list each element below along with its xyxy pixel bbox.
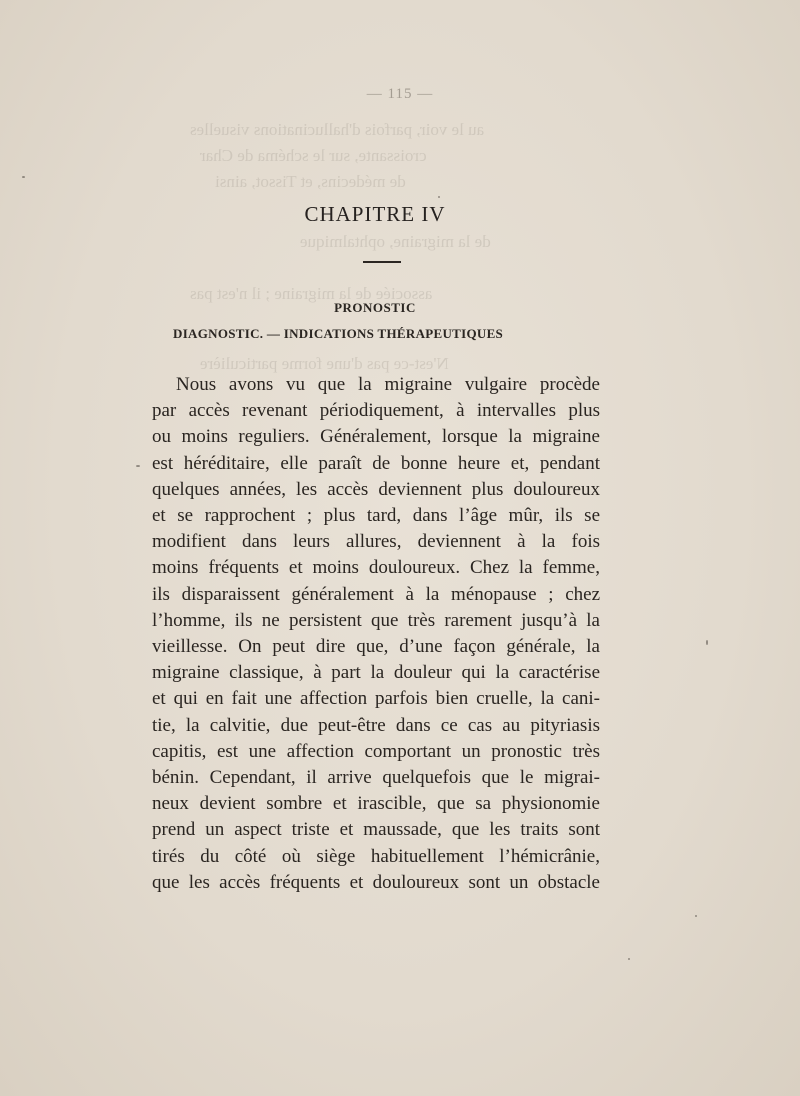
bleed-through-text: de médecins, et Tissot, ainsi [215, 172, 406, 191]
text-line: bénin. Cependant, il arrive quelquefois que le migrai- [152, 767, 600, 789]
bleed-through-text: associée de la migraine ; il n'est pas [190, 284, 433, 303]
text-line: est héréditaire, elle paraît de bonne heure et, pendant [152, 452, 600, 474]
text-line: capitis, est une affection comportant un pronostic très [152, 740, 600, 762]
paper-speck [695, 915, 697, 917]
bleed-through-text: de la migraine, ophtalmique [300, 232, 491, 251]
text-line: et se rapprochent ; plus tard, dans l’âge mûr, ils se [152, 505, 600, 527]
text-line: ou moins reguliers. Généralement, lorsque la migraine [152, 426, 600, 448]
chapter-title: CHAPITRE IV [304, 202, 446, 226]
text-line: tie, la calvitie, due peut-être dans ce cas au pityriasis [152, 714, 600, 736]
text-line: et qui en fait une affection parfois bien cruelle, la cani- [152, 688, 600, 710]
text-line: neux devient sombre et irascible, que sa physionomie [152, 793, 600, 815]
bleed-through-text: au le voir, parfois d'hallucinations visuelles [190, 120, 485, 139]
paper-speck [706, 640, 708, 645]
text-line: ils disparaissent généralement à la ménopause ; chez [152, 583, 600, 605]
paper-speck [628, 958, 630, 960]
text-line: prend un aspect triste et maussade, que les traits sont [152, 819, 600, 841]
title-rule [363, 261, 401, 263]
text-line: modifient dans leurs allures, deviennent à la fois [152, 531, 600, 553]
text-line: migraine classique, à part la douleur qui la caractérise [152, 662, 600, 684]
text-line: par accès revenant périodiquement, à intervalles plus [152, 400, 600, 422]
text-line: vieillesse. On peut dire que, d’une façon générale, la [152, 636, 600, 658]
text-line: tirés du côté où siège habituellement l’hémicrânie, [152, 845, 600, 867]
text-line: que les accès fréquents et douloureux sont un obstacle [152, 871, 600, 893]
text-line: Nous avons vu que la migraine vulgaire procède [176, 374, 600, 395]
chapter-subtitle-diagnostic: DIAGNOSTIC. — INDICATIONS THÉRAPEUTIQUES [173, 326, 504, 341]
text-line: moins fréquents et moins douloureux. Chez la femme, [152, 557, 600, 579]
paper-speck [438, 196, 440, 198]
page-number: — 115 — [366, 86, 434, 102]
text-line: l’homme, ils ne persistent que très rarement jusqu’à la [152, 609, 600, 631]
text-line: quelques années, les accès deviennent plus douloureux [152, 478, 600, 500]
bleed-through-text: N'est-ce pas d'une forme particulière [200, 354, 449, 373]
bleed-through-text: croissante, sur le schéma de Char [200, 146, 427, 165]
body-paragraph [152, 372, 600, 896]
paper-speck [136, 465, 140, 467]
chapter-subtitle-pronostic: PRONOSTIC [334, 300, 416, 315]
paper-speck [22, 176, 25, 178]
